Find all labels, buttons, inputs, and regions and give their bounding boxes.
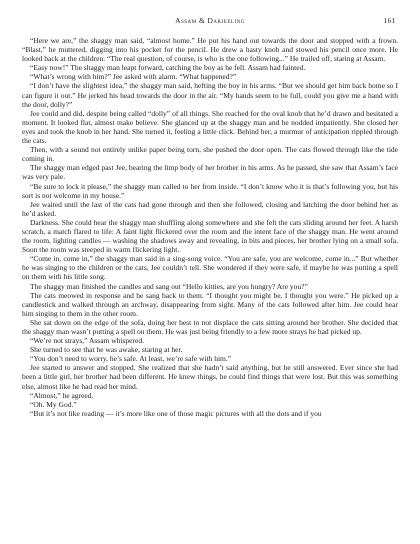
paragraph: “Almost,” he agreed. xyxy=(30,390,94,400)
paragraph: “What’s wrong with him?” Jee asked with alarm. “What happened?” xyxy=(30,72,237,82)
paragraph: “We’re not strays,” Assam whispered. xyxy=(30,336,144,346)
page-number: 161 xyxy=(383,16,396,25)
paragraph: “You don’t need to worry, he’s safe. At least, we’re safe with him.” xyxy=(30,354,232,364)
paragraph: She sat down on the edge of the sofa, doing her best to not displace the cats sitting around her brother. She decided that the shaggy man wasn’t putting a spell on them. He was just being friendly to a few more strays he had picked up. xyxy=(22,317,398,336)
paragraph: “But it’s not like reading — it’s more like one of those magic pictures with all the dots and if you xyxy=(30,408,322,418)
paragraph: “I don’t have the slightest idea,” the shaggy man said, hefting the boy in his arms. “But we should get him back home so I can figure it out.” He jerked his head towards the door in the air. “My hands seem to be full, could you give me a hand with the door, dolly?” xyxy=(22,81,398,109)
paragraph: “Here we are,” the shaggy man said, “almost home.” He put his hand out towards the door and stopped with a frown. “Blast,” he muttered, digging into his pocket for the pencil. He drew a hasty knob and stowed his pencil once more. He looked back at the children. “The real question, of course, is who is the one following...” He trailed off, staring at Assam. xyxy=(22,36,398,64)
paragraph: “Easy now!” The shaggy man leapt forward, catching the boy as he fell. Assam had fainted. xyxy=(30,63,306,73)
paragraph: Darkness. She could hear the shaggy man shuffling along somewhere and she felt the cats sliding around her feet. A harsh scratch, a match flared to life: A faint light flickered over the room and the intent face of the shaggy man. He went around the room, lighting candles — washing the shadows away and revealing, in bits and pieces, her brother lying on a small sofa. Soon the room was steeped in warm flickering light. xyxy=(22,217,398,255)
running-title: Assam & Darjeeling xyxy=(175,16,245,25)
paragraph: The shaggy man finished the candles and sang out “Hello kitties, are you hungry? Are you?” xyxy=(30,281,308,291)
paragraph: Jee could and did, despite being called “dolly” of all things. She reached for the oval knob that he’d drawn and hesitated a moment. It looked flat, almost make believe. She glanced up at the shaggy man and he nodded impatiently. She closed her eyes and took the knob in her hand. She turned it, feeling a little click. Behind her, a murmur of anticipation rippled through the cats. xyxy=(22,108,398,146)
paragraph: Then, with a sound not entirely unlike paper being torn, she pushed the door open. The cats flowed through like the tide coming in. xyxy=(22,145,398,164)
page-body xyxy=(22,36,398,418)
paragraph: Jee waited until the last of the cats had gone through and then she followed, closing and latching the door behind her as he’d asked. xyxy=(22,199,398,218)
paragraph: She turned to see that he was awake, staring at her. xyxy=(30,345,183,355)
paragraph: “Come in, come in,” the shaggy man said in a sing-song voice. “You are safe, you are welcome, come in...” But whether he was singing to the children or the cats, Jee couldn’t tell. She wondered if they were safe, if maybe he was putting a spell on them with his little song. xyxy=(22,254,398,282)
paragraph: “Oh. My God.” xyxy=(30,399,77,409)
paragraph: Jee started to answer and stopped. She realized that she hadn’t said anything, but he still answered. Ever since she had been a little girl, her brother had been different. He knew things, he could find things that were lost. But this was something else, almost like he had read her mind. xyxy=(22,363,398,391)
running-header xyxy=(22,16,398,30)
paragraph: The shaggy man edged past Jee, bearing the limp body of her brother in his arms. As he passed, she saw that Assam’s face was very pale. xyxy=(22,163,398,182)
paragraph: The cats meowed in response and he sang back to them. “I thought you might be, I thought you were.” He picked up a candlestick and walked through an archway, disappearing from sight. Many of the cats followed after him. Jee could hear him singing to them in the other room. xyxy=(22,290,398,318)
paragraph: “Be sure to lock it please,” the shaggy man called to her from inside. “I don’t know who it is that’s following you, but his sort is not welcome in my house.” xyxy=(22,181,398,200)
